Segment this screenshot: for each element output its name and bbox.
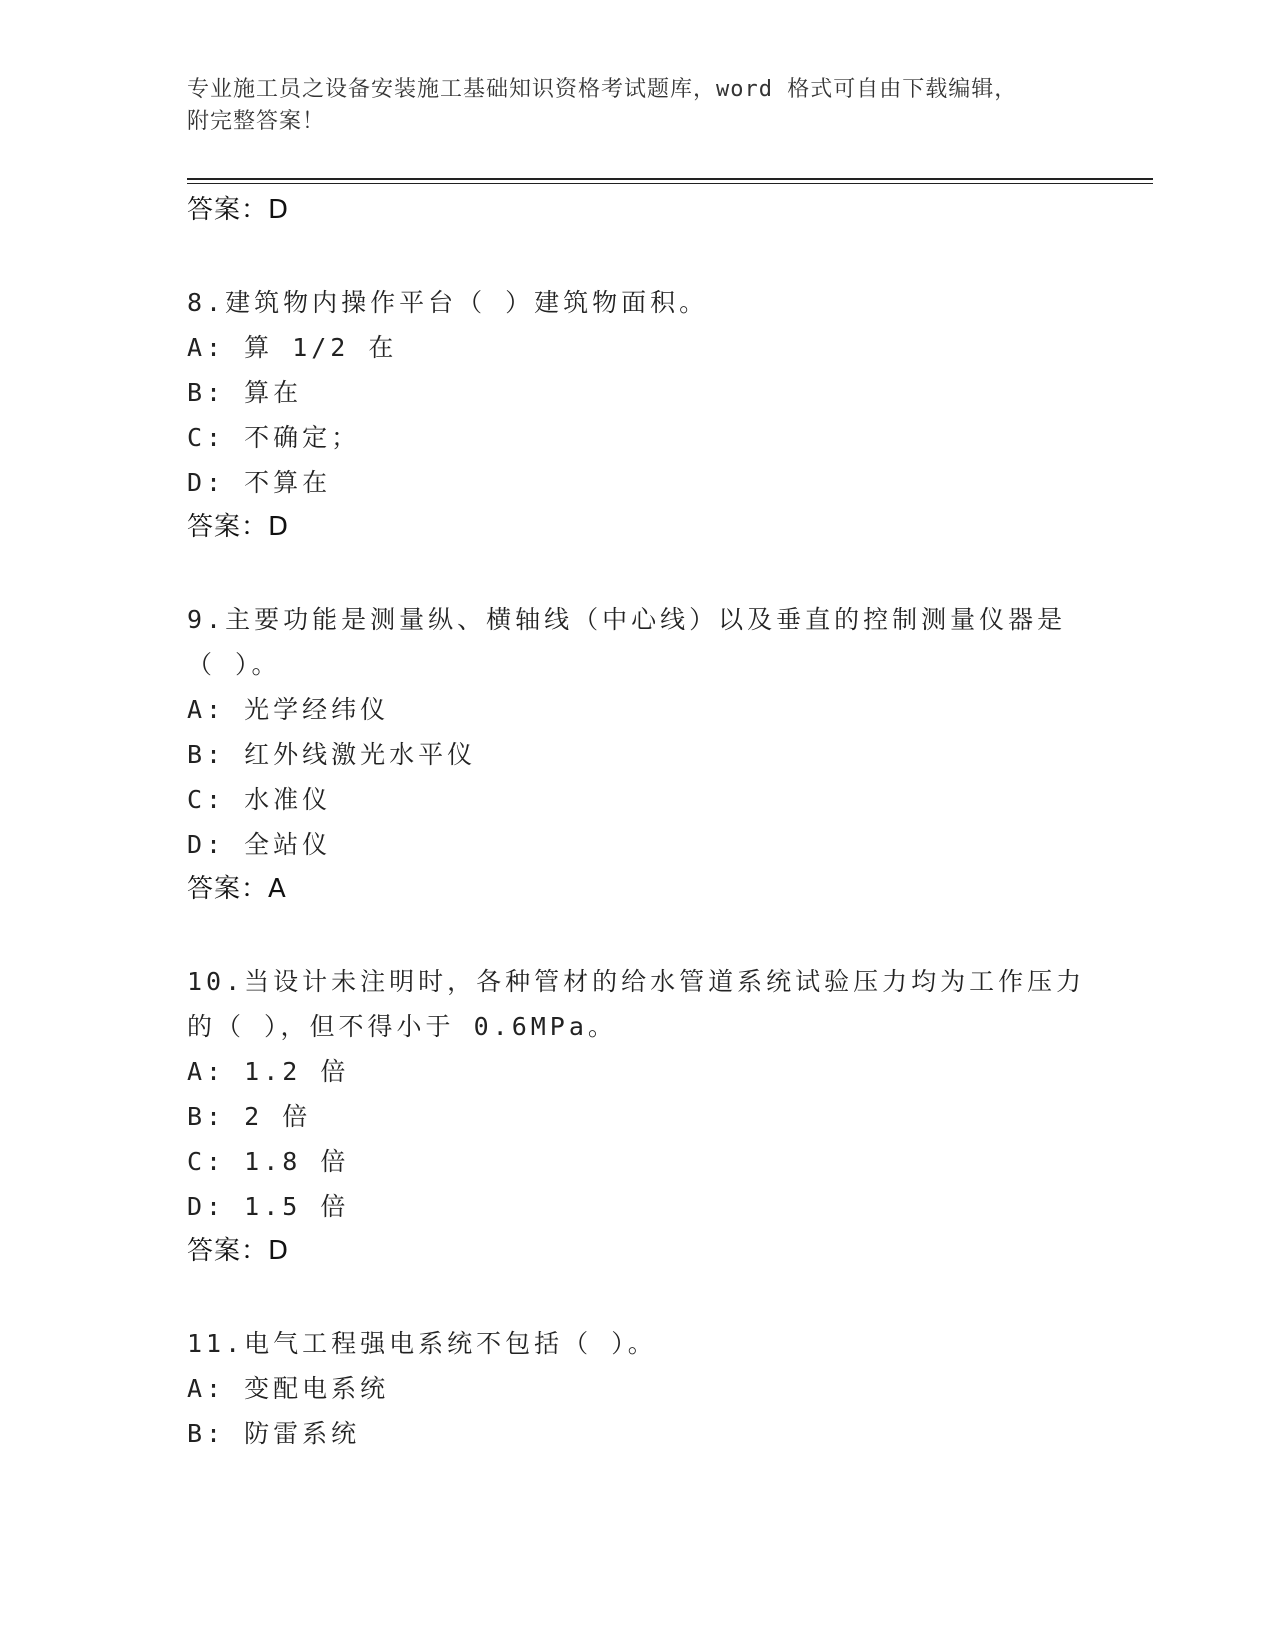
question-text: 11.电气工程强电系统不包括（ ）。	[187, 1329, 657, 1358]
option-a: A: 光学经纬仪	[187, 695, 390, 724]
document-header	[187, 74, 1087, 138]
question-block	[187, 597, 1087, 912]
option-d: D: 1.5 倍	[187, 1192, 350, 1221]
answer-line: 答案：D	[187, 1236, 290, 1266]
question-block	[187, 1321, 1087, 1456]
question-list	[187, 188, 1087, 1456]
question-block	[187, 959, 1087, 1274]
option-c: C: 不确定；	[187, 423, 361, 452]
option-b: B: 红外线激光水平仪	[187, 740, 477, 769]
option-b: B: 防雷系统	[187, 1419, 361, 1448]
question-text: 9.主要功能是测量纵、横轴线（中心线）以及垂直的控制测量仪器是（ ）。	[187, 605, 1067, 679]
option-b: B: 2 倍	[187, 1102, 312, 1131]
option-a: A: 变配电系统	[187, 1374, 390, 1403]
header-divider-thick	[187, 178, 1153, 180]
header-line-2: 附完整答案！	[187, 109, 326, 134]
question-block	[187, 280, 1087, 550]
option-b: B: 算在	[187, 378, 303, 407]
option-d: D: 全站仪	[187, 830, 332, 859]
option-a: A: 1.2 倍	[187, 1057, 350, 1086]
question-text: 8.建筑物内操作平台（ ）建筑物面积。	[187, 288, 709, 317]
header-line-1: 专业施工员之设备安装施工基础知识资格考试题库，word 格式可自由下载编辑，	[187, 77, 1018, 102]
option-c: C: 1.8 倍	[187, 1147, 350, 1176]
option-c: C: 水准仪	[187, 785, 332, 814]
question-text: 10.当设计未注明时，各种管材的给水管道系统试验压力均为工作压力的（ ），但不得小于 0.6MPa。	[187, 967, 1086, 1041]
option-d: D: 不算在	[187, 468, 332, 497]
answer-line: 答案：A	[187, 874, 287, 904]
header-divider-thin	[187, 183, 1153, 184]
answer-line: 答案：D	[187, 195, 290, 225]
option-a: A: 算 1/2 在	[187, 333, 398, 362]
answer-line: 答案：D	[187, 512, 290, 542]
